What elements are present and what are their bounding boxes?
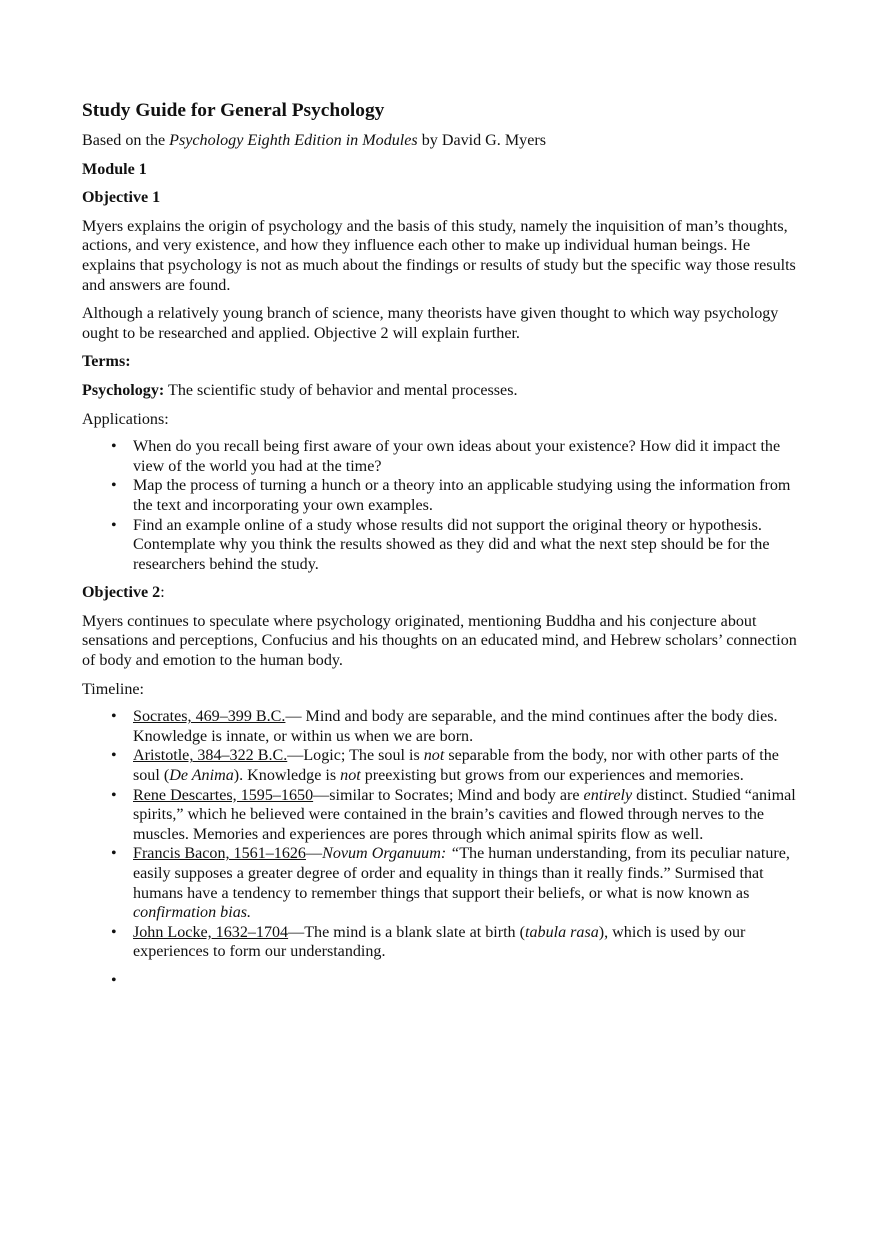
timeline-text: —Logic; The soul is: [287, 747, 424, 765]
timeline-text: ), which is used by our experiences to form our understanding.: [133, 923, 746, 961]
timeline-name: Aristotle, 384–322 B.C.: [133, 747, 288, 765]
objective-2-paragraph: Myers continues to speculate where psychology originated, mentioning Buddha and his conjecture about sensations and perceptions, Confucius and his thoughts on an educated mind, and Hebrew scholars’ connection of body and emotion to the human body.: [82, 612, 797, 670]
timeline-emphasis: tabula rasa: [525, 923, 599, 941]
objective-2-title: Objective 2: [82, 584, 161, 602]
timeline-emphasis: entirely: [583, 786, 633, 804]
document-page: [82, 98, 802, 1000]
timeline-name: Socrates, 469–399 B.C.: [133, 708, 286, 726]
timeline-text: —The mind is a blank slate at birth (: [288, 923, 525, 941]
timeline-emphasis: not: [340, 767, 361, 785]
timeline-work: Novum Organuum: “: [322, 845, 460, 863]
term-definition: [82, 381, 802, 401]
timeline-label: Timeline:: [82, 680, 145, 698]
timeline-text: —similar to Socrates; Mind and body are: [313, 786, 584, 804]
objective-1-paragraph-1: Myers explains the origin of psychology and the basis of this study, namely the inquisition of man’s thoughts, actions, and very existence, and how they influence each other to make up individual human beings. He explains that psychology is not as much about the findings or results of study but the specific way those results and answers are found.: [82, 217, 796, 294]
module-heading: Module 1: [82, 160, 147, 178]
subtitle: [82, 131, 802, 151]
timeline-text: preexisting but grows from our experiences and memories.: [360, 767, 744, 785]
timeline-text: —: [305, 845, 323, 863]
timeline-item-socrates: [82, 707, 802, 746]
document-title: Study Guide for General Psychology: [82, 100, 385, 121]
timeline-emphasis: not: [423, 747, 445, 765]
application-item: • Map the process of turning a hunch or a theory into an applicable studying using the information from the text and incorporating your own examples.: [82, 476, 802, 515]
book-title: Psychology Eighth Edition in Modules: [169, 132, 418, 149]
term-name: Psychology:: [82, 381, 165, 399]
timeline-list: [82, 707, 802, 991]
objective-2-colon: :: [160, 584, 165, 602]
timeline-name: Rene Descartes, 1595–1650: [133, 786, 314, 804]
timeline-text: separable from the body, nor with other parts of the soul (: [133, 747, 779, 785]
applications-label: Applications:: [82, 410, 169, 428]
timeline-item-descartes: [82, 786, 802, 845]
timeline-item-empty: [82, 971, 802, 991]
applications-list: [82, 437, 802, 574]
subtitle-suffix: by David G. Myers: [417, 132, 546, 149]
timeline-text: The human understanding, from its peculiar nature, easily supposes a greater degree of order and equality in things than it really finds.” Surmised that humans have a tendency to remember things that support their beliefs, or what is now known as: [133, 845, 790, 902]
timeline-work: De Anima: [169, 767, 234, 785]
subtitle-prefix: Based on the: [82, 132, 170, 149]
timeline-name: John Locke, 1632–1704: [133, 923, 289, 941]
objective-1-heading: Objective 1: [82, 189, 161, 207]
application-item: • When do you recall being first aware of your own ideas about your existence? How did it impact the view of the world you had at the time?: [82, 437, 802, 476]
application-item: • Find an example online of a study whose results did not support the original theory or hypothesis. Contemplate why you think the results showed as they did and what the next step should be for the researchers behind the study.: [82, 516, 802, 575]
term-text: The scientific study of behavior and mental processes.: [164, 381, 518, 399]
timeline-text: ). Knowledge is: [233, 767, 341, 785]
objective-2-heading: [82, 583, 802, 603]
timeline-name: Francis Bacon, 1561–1626: [133, 845, 306, 863]
timeline-text: — Mind and body are separable, and the mind continues after the body dies. Knowledge is innate, or within us when we are born.: [133, 708, 778, 745]
timeline-item-locke: [82, 923, 802, 962]
timeline-text: distinct. Studied “animal spirits,” which he believed were contained in the brain’s cavities and flowed through nerves to the muscles. Memories and experiences are pores through which animal spirits flow as well.: [133, 786, 796, 843]
timeline-item-aristotle: [82, 746, 802, 785]
objective-1-paragraph-2: Although a relatively young branch of science, many theorists have given thought to which way psychology ought to be researched and applied. Objective 2 will explain further.: [82, 305, 779, 342]
timeline-emphasis: confirmation bias.: [133, 904, 252, 922]
terms-heading: Terms:: [82, 353, 131, 371]
timeline-item-bacon: [82, 844, 802, 922]
